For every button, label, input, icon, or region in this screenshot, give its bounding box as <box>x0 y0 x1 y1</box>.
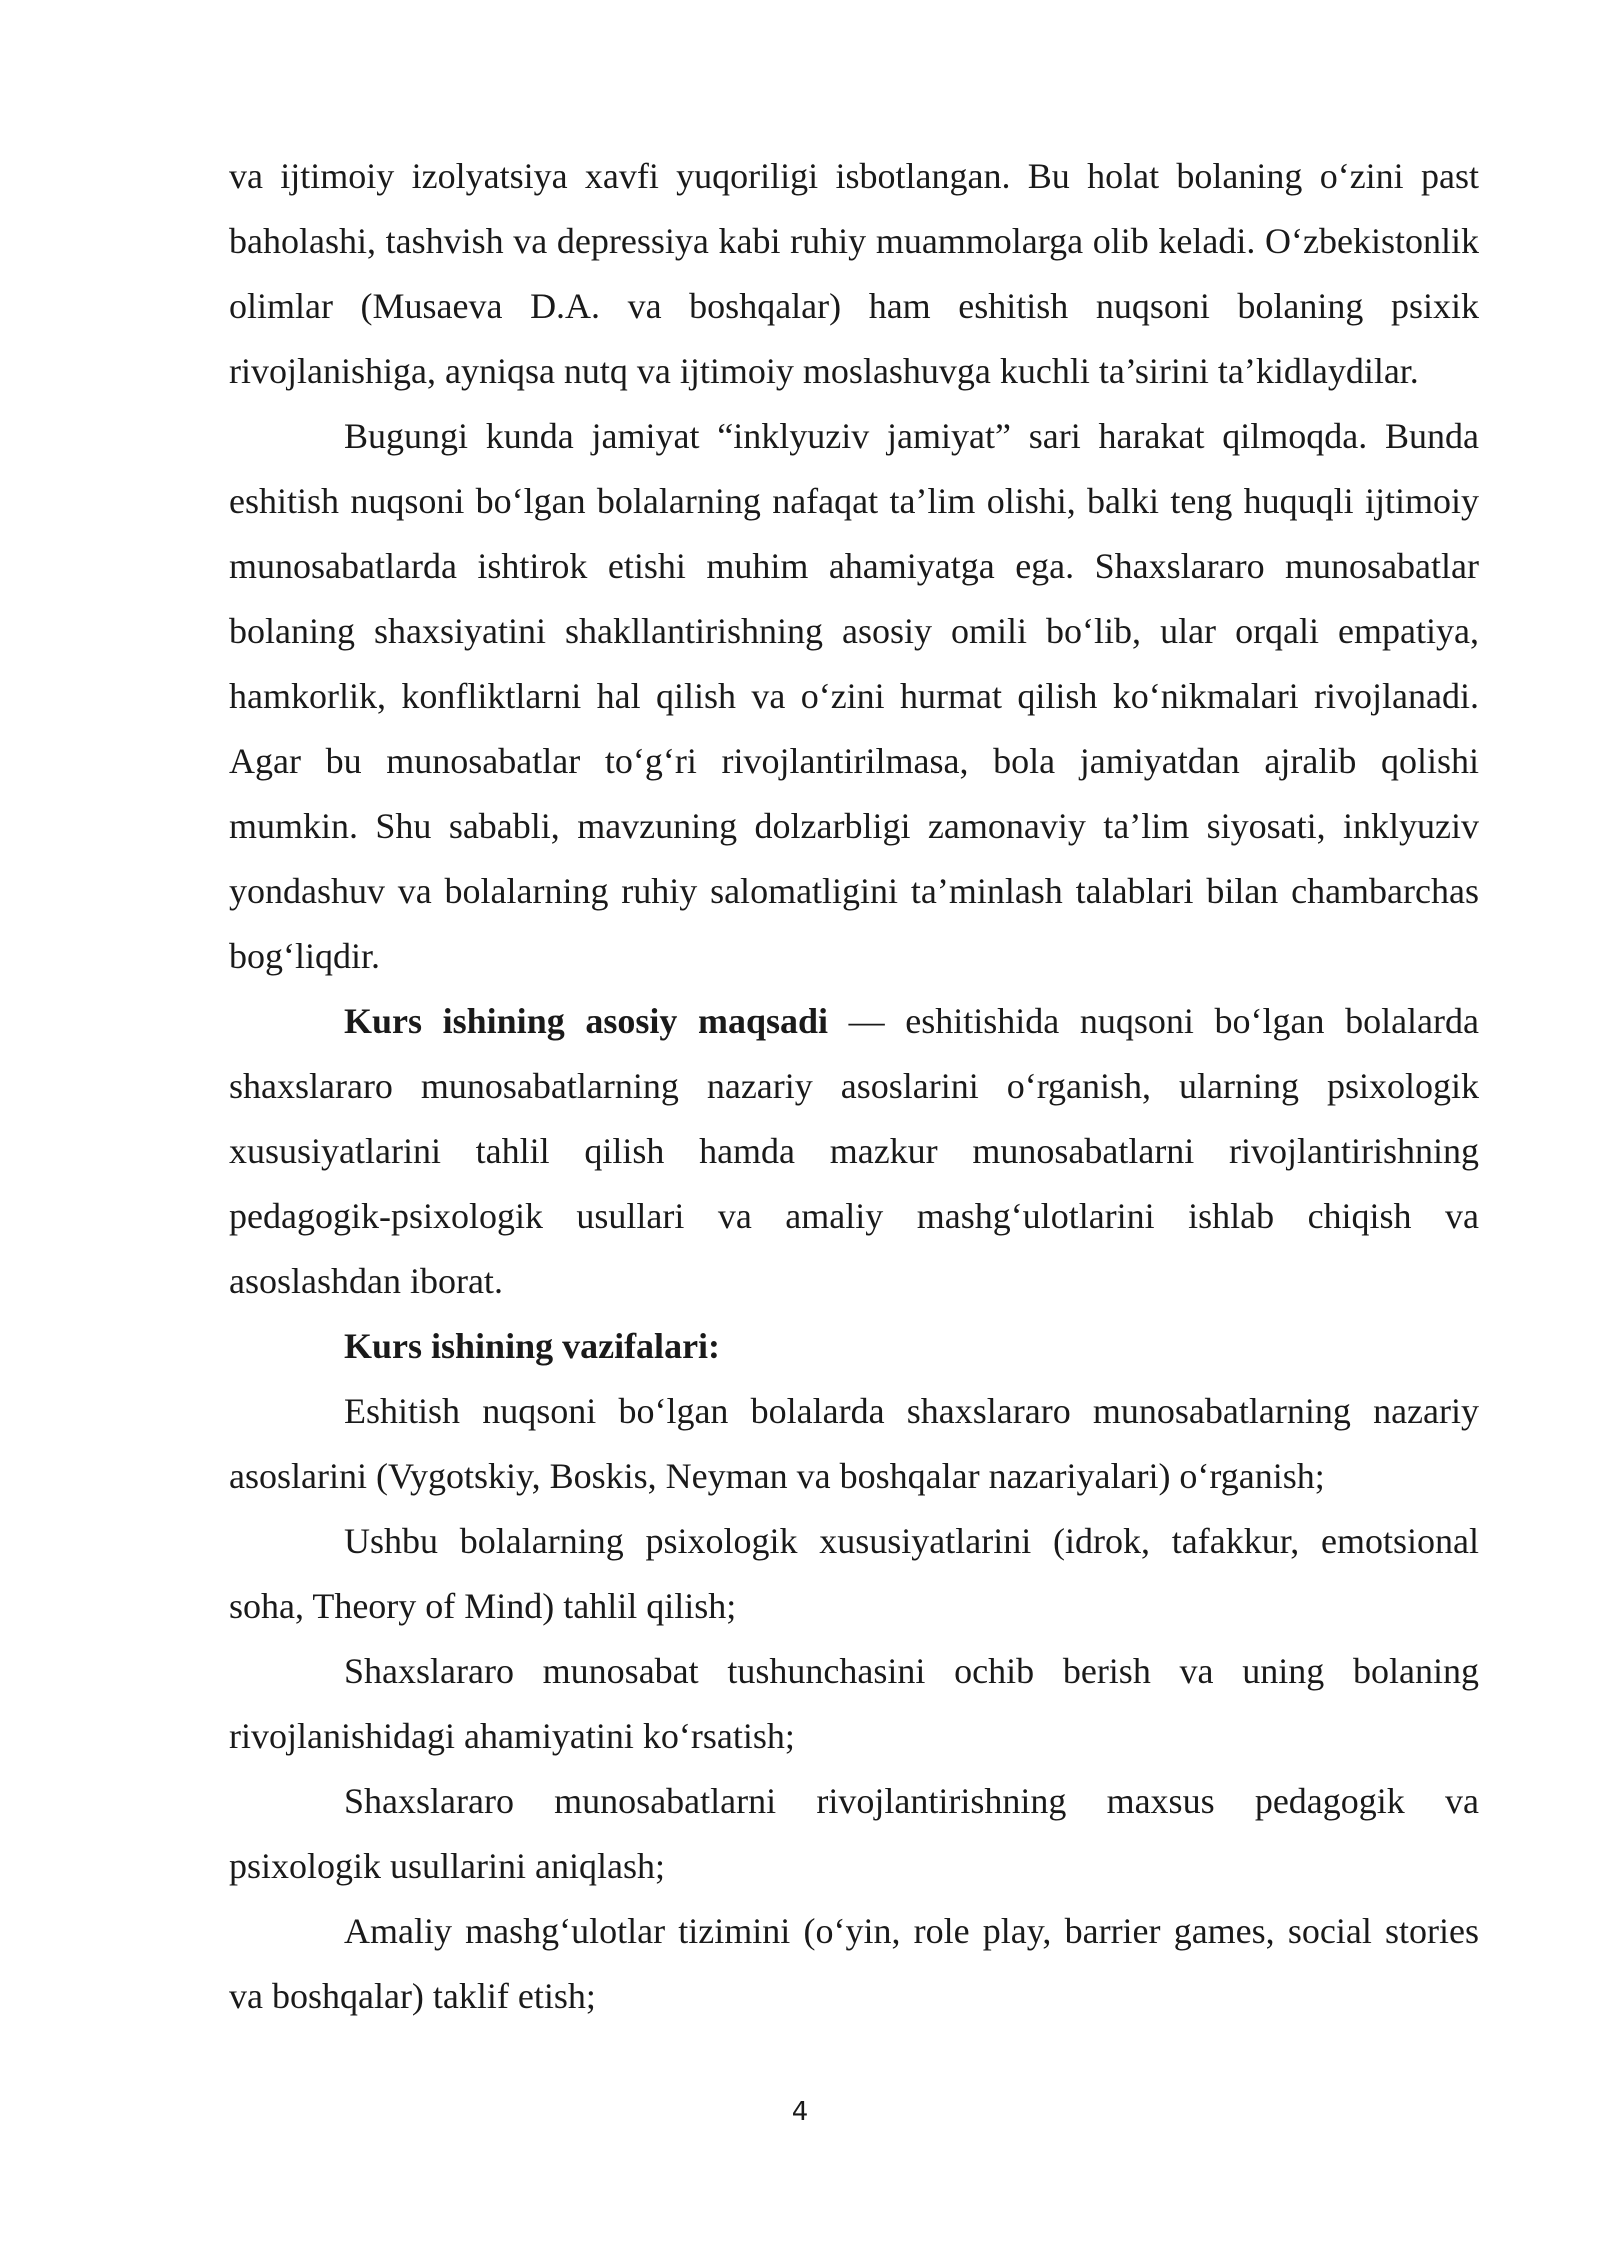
tasks-heading: Kurs ishining vazifalari: <box>344 1326 721 1366</box>
page-body <box>229 144 1479 2029</box>
goal-label: Kurs ishining asosiy maqsadi <box>344 1001 829 1041</box>
paragraph-goal <box>229 989 1479 1314</box>
task-item-1: Eshitish nuqsoni bo‘lgan bolalarda shaxslararo munosabatlarning nazariy asoslarini (Vygotskiy, Boskis, Neyman va boshqalar nazariyalari) o‘rganish; <box>229 1391 1479 1496</box>
paragraph-intro-continuation: va ijtimoiy izolyatsiya xavfi yuqoriligi isbotlangan. Bu holat bolaning o‘zini past baholashi, tashvish va depressiya kabi ruhiy muammolarga olib keladi. O‘zbekistonlik olimlar (Musaeva D.A. va boshqalar) ham eshitish nuqsoni bolaning psixik rivojlanishiga, ayniqsa nutq va ijtimoiy moslashuvga kuchli ta’sirini ta’kidlaydilar. <box>229 156 1479 391</box>
task-item-2: Ushbu bolalarning psixologik xususiyatlarini (idrok, tafakkur, emotsional soha, Theory of Mind) tahlil qilish; <box>229 1521 1479 1626</box>
task-item-4: Shaxslararo munosabatlarni rivojlantirishning maxsus pedagogik va psixologik usullarini aniqlash; <box>229 1781 1479 1886</box>
task-item-3: Shaxslararo munosabat tushunchasini ochib berish va uning bolaning rivojlanishidagi ahamiyatini ko‘rsatish; <box>229 1651 1479 1756</box>
page-number: 4 <box>791 2097 809 2127</box>
goal-text: — eshitishida nuqsoni bo‘lgan bolalarda shaxslararo munosabatlarning nazariy asoslarini o‘rganish, ularning psixologik xususiyatlarini tahlil qilish hamda mazkur munosabatlarni rivojlantirishning pedagogik-psixologik usullari va amaliy mashg‘ulotlarini ishlab chiqish va asoslashdan iborat. <box>229 1001 1479 1301</box>
task-item-5: Amaliy mashg‘ulotlar tizimini (o‘yin, role play, barrier games, social stories va boshqalar) taklif etish; <box>229 1911 1479 2016</box>
paragraph-relevance: Bugungi kunda jamiyat “inklyuziv jamiyat” sari harakat qilmoqda. Bunda eshitish nuqsoni bo‘lgan bolalarning nafaqat ta’lim olishi, balki teng huquqli ijtimoiy munosabatlarda ishtirok etishi muhim ahamiyatga ega. Shaxslararo munosabatlar bolaning shaxsiyatini shakllantirishning asosiy omili bo‘lib, ular orqali empatiya, hamkorlik, konfliktlarni hal qilish va o‘zini hurmat qilish ko‘nikmalari rivojlanadi. Agar bu munosabatlar to‘g‘ri rivojlantirilmasa, bola jamiyatdan ajralib qolishi mumkin. Shu sababli, mavzuning dolzarbligi zamonaviy ta’lim siyosati, inklyuziv yondashuv va bolalarning ruhiy salomatligini ta’minlash talablari bilan chambarchas bog‘liqdir. <box>229 416 1479 976</box>
